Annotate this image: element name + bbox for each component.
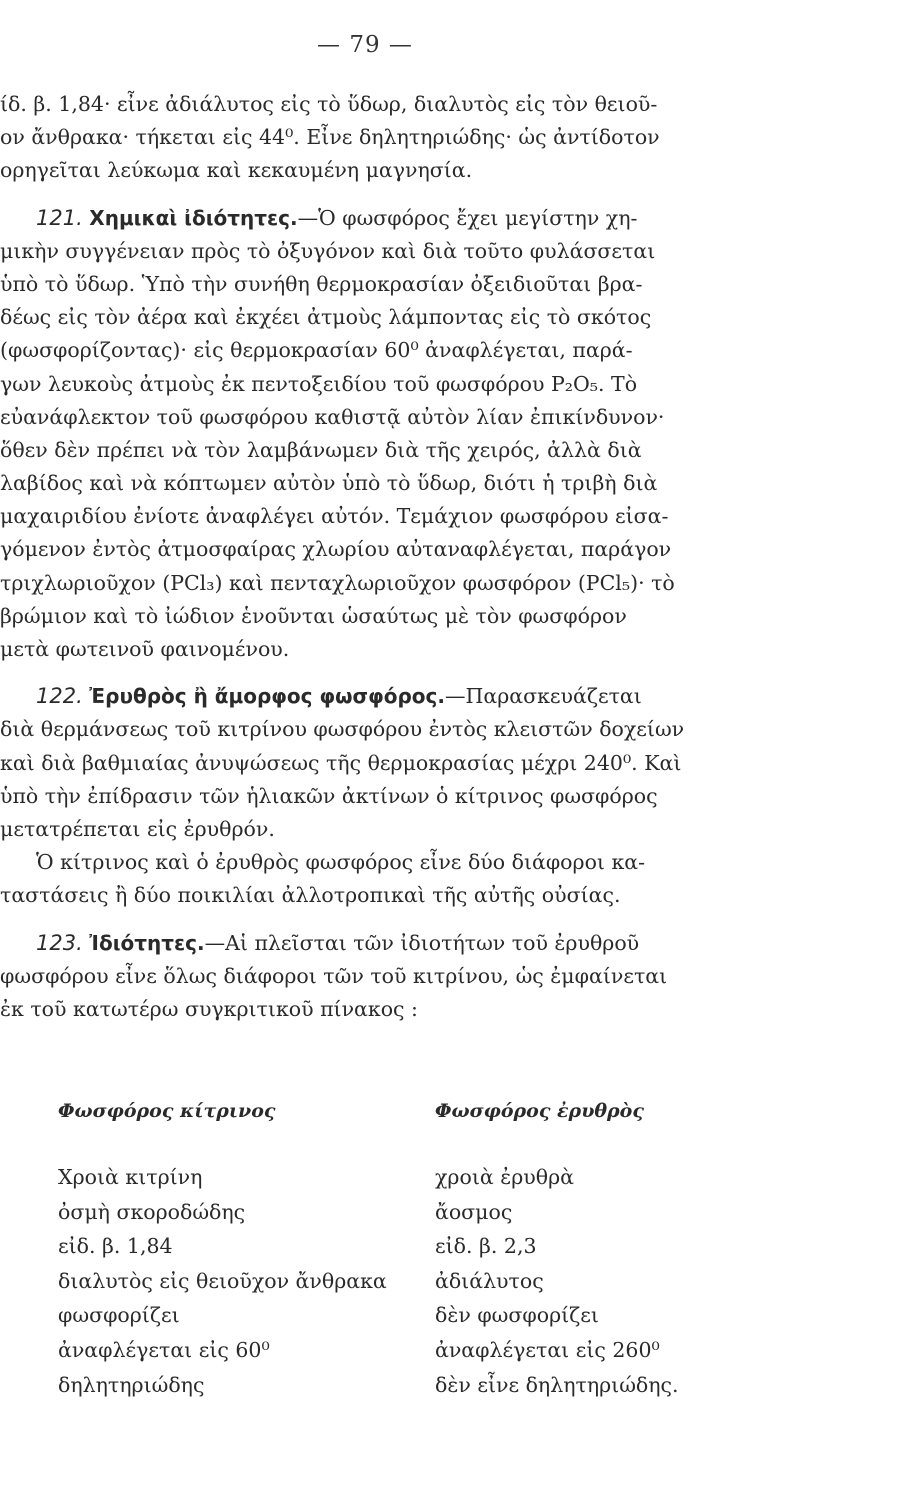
table-cell: διαλυτὸς εἰς θειοῦχον ἄνθρακα [58,1268,387,1293]
text-line: φωσφόρου εἶνε ὅλως διάφοροι τῶν τοῦ κιτρίνου, ὡς ἐμφαίνεται [0,963,668,988]
column-header-yellow: Φωσφόρος κίτρινος [58,1100,276,1122]
body-text [0,88,780,1026]
text-line: ίδ. β. 1,84· εἶνε ἀδιάλυτος εἰς τὸ ὕδωρ, διαλυτὸς εἰς τὸν θειοῦ- [0,92,658,116]
table-cell: ἀδιάλυτος [435,1268,544,1293]
table-cell: ἄοσμος [435,1199,513,1224]
section-number: 121. [36,205,83,230]
text-line: βρώμιον καὶ τὸ ἰώδιον ἑνοῦνται ὡσαύτως μὲ τὸν φωσφόρον [0,603,627,628]
section-title: Ἰδιότητες. [89,930,205,955]
text-line: ορηγεῖται λεύκωμα καὶ κεκαυμένη μαγνησία. [0,158,473,183]
table-cell: δὲν φωσφορίζει [435,1303,599,1328]
text-line: γων λευκοὺς ἀτμοὺς ἐκ πεντοξειδίου τοῦ φωσφόρου P₂O₅. Τὸ [0,371,638,396]
text-line: (φωσφορίζοντας)· εἰς θερμοκρασίαν 60⁰ ἀναφλέγεται, παρά- [0,338,633,363]
section-number: 123. [36,930,83,955]
text-line: εὐανάφλεκτον τοῦ φωσφόρου καθιστᾷ αὐτὸν λίαν ἐπικίνδυνον· [0,404,665,429]
text-line: μικὴν συγγένειαν πρὸς τὸ ὀξυγόνον καὶ διὰ τοῦτο φυλάσσεται [0,238,656,263]
text-line: δέως εἰς τὸν ἀέρα καὶ ἐκχέει ἀτμοὺς λάμποντας εἰς τὸ σκότος [0,305,652,330]
text-line: ταστάσεις ἢ δύο ποικιλίαι ἀλλοτροπικαὶ τῆς αὐτῆς οὐσίας. [0,883,621,908]
page-number: — 79 — [317,32,413,58]
table-cell: χροιὰ ἐρυθρὰ [435,1165,574,1189]
table-cell: ἀναφλέγεται εἰς 60⁰ [58,1337,270,1362]
column-header-red: Φωσφόρος ἐρυθρὸς [435,1100,644,1122]
table-cell: δὲν εἶνε δηλητηριώδης. [435,1372,679,1397]
text-span: —Αἱ πλεῖσται τῶν ἰδιοτήτων τοῦ ἐρυθροῦ [204,930,640,955]
section-number: 122. [36,684,83,709]
comparison-table [58,1100,778,1402]
text-line: ὑπὸ τὴν ἐπίδρασιν τῶν ἡλιακῶν ἀκτίνων ὁ κίτρινος φωσφόρος [0,783,658,808]
table-row [58,1264,778,1299]
section-title: Ἐρυθρὸς ἢ ἄμορφος φωσφόρος. [89,684,445,709]
table-cell: Χροιὰ κιτρίνη [58,1165,203,1189]
table-cell: δηλητηριώδης [58,1372,205,1397]
section-title: Χημικαὶ ἰδιότητες. [89,205,298,230]
text-span: —Παρασκευάζεται [444,684,642,709]
section-123-heading [0,927,780,960]
text-line: λαβίδος καὶ νὰ κόπτωμεν αὐτὸν ὑπὸ τὸ ὕδωρ, διότι ἡ τριβὴ διὰ [0,471,658,496]
table-row [58,1160,778,1195]
text-line: καὶ διὰ βαθμιαίας ἀνυψώσεως τῆς θερμοκρασίας μέχρι 240⁰. Καὶ [0,750,682,775]
text-line: ον ἄνθρακα· τήκεται εἰς 44⁰. Εἶνε δηλητηριώδης· ὡς ἀντίδοτον [0,125,660,150]
text-line: ἐκ τοῦ κατωτέρω συγκριτικοῦ πίνακος : [0,996,418,1021]
table-cell: εἰδ. β. 2,3 [435,1234,537,1259]
table-row [58,1298,778,1333]
table-row [58,1195,778,1230]
text-line: ὅθεν δὲν πρέπει νὰ τὸν λαμβάνωμεν διὰ τῆς χειρός, ἀλλὰ διὰ [0,437,642,462]
table-row [58,1368,778,1403]
table-row [58,1229,778,1264]
text-line: ὑπὸ τὸ ὕδωρ. Ὑπὸ τὴν συνήθη θερμοκρασίαν ὀξειδιοῦται βρα- [0,271,643,296]
table-cell: φωσφορίζει [58,1303,180,1328]
table-header-row [58,1100,778,1160]
table-row [58,1333,778,1368]
text-span: —Ὁ φωσφόρος ἔχει μεγίστην χη- [297,205,638,230]
text-line: μετὰ φωτεινοῦ φαινομένου. [0,637,290,661]
table-cell: ὀσμὴ σκοροδώδης [58,1199,246,1224]
table-cell: εἰδ. β. 1,84 [58,1234,173,1259]
table-cell: ἀναφλέγεται εἰς 260⁰ [435,1337,660,1362]
text-line: Ὁ κίτρινος καὶ ὁ ἐρυθρὸς φωσφόρος εἶνε δύο διάφοροι κα- [36,850,646,875]
section-121-heading [0,202,780,235]
text-line: διὰ θερμάνσεως τοῦ κιτρίνου φωσφόρου ἐντὸς κλειστῶν δοχείων [0,717,685,742]
text-line: μαχαιριδίου ἐνίοτε ἀναφλέγει αὐτόν. Τεμάχιον φωσφόρου εἰσα- [0,504,669,529]
text-line: γόμενον ἐντὸς ἀτμοσφαίρας χλωρίου αὐταναφλέγεται, παράγον [0,537,672,562]
text-line: μετατρέπεται εἰς ἐρυθρόν. [0,816,275,841]
section-122-heading [0,680,780,713]
text-line: τριχλωριοῦχον (PCl₃) καὶ πενταχλωριοῦχον φωσφόρον (PCl₅)· τὸ [0,570,675,595]
